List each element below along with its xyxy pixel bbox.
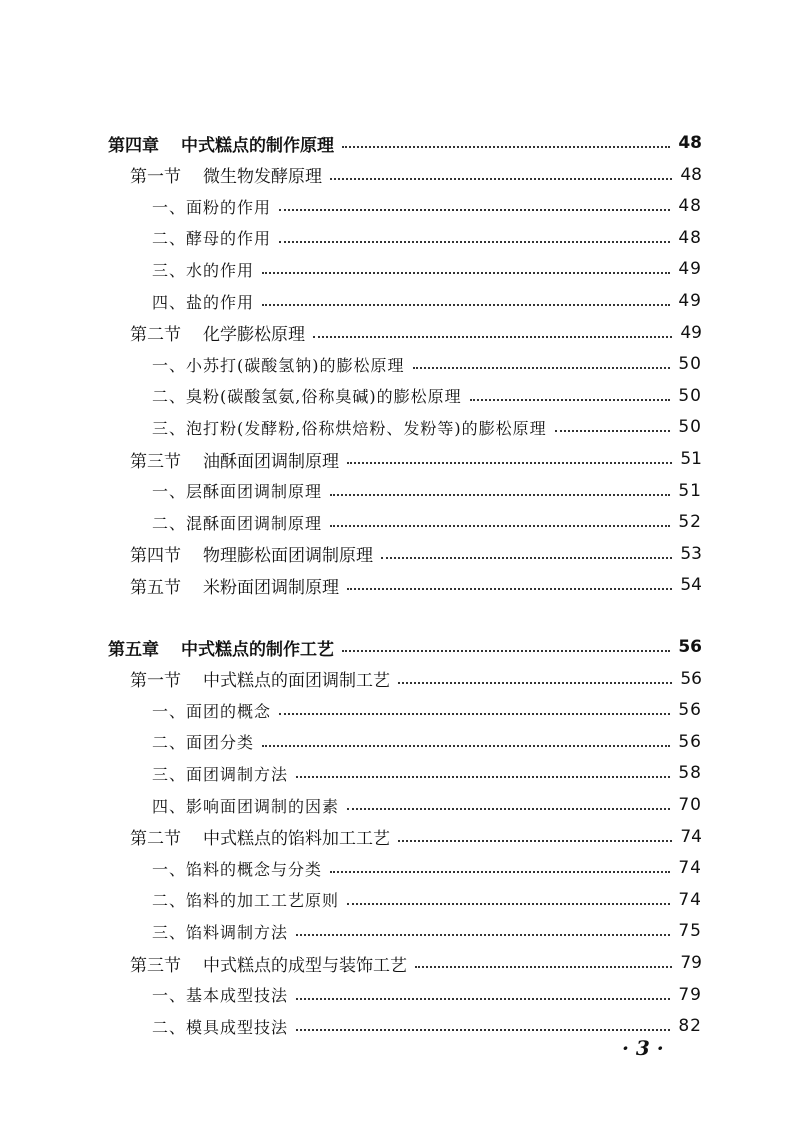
toc-page-number: 74 xyxy=(678,858,702,879)
toc-page-number: 48 xyxy=(678,227,702,248)
dot-leader xyxy=(279,209,670,211)
toc-item xyxy=(152,884,702,916)
toc-page-number: 48 xyxy=(678,196,702,217)
toc-page-number: 51 xyxy=(678,480,702,501)
dot-leader xyxy=(470,399,671,401)
dot-leader xyxy=(262,272,670,274)
toc-section xyxy=(130,663,702,695)
toc-entry-label xyxy=(130,541,373,566)
toc-section xyxy=(130,569,702,601)
toc-section xyxy=(130,821,702,853)
dot-leader xyxy=(279,241,670,243)
toc-entry-number: 第四章 xyxy=(108,135,159,156)
dot-leader xyxy=(279,713,670,715)
toc-entry-number: 第一节 xyxy=(130,671,181,692)
toc-entry-title: 二、馅料的加工工艺原则 xyxy=(152,891,340,911)
toc-page-number: 49 xyxy=(680,322,702,343)
toc-page-number: 50 xyxy=(678,385,702,406)
toc-page-number: 56 xyxy=(678,637,702,657)
toc-item xyxy=(152,222,702,254)
dot-leader xyxy=(398,840,672,842)
toc-item xyxy=(152,789,702,821)
dot-leader xyxy=(347,903,670,905)
toc-entry-number: 第二节 xyxy=(130,829,181,850)
toc-entry-number: 第四节 xyxy=(130,546,181,567)
toc-entry-title: 一、小苏打(碳酸氢钠)的膨松原理 xyxy=(152,355,405,375)
toc-entry-title: 微生物发酵原理 xyxy=(203,167,322,188)
toc-entry-label xyxy=(130,666,390,691)
dot-leader xyxy=(347,588,672,590)
toc-item xyxy=(152,348,702,380)
toc-entry-label xyxy=(152,416,547,439)
toc-entry-title: 一、馅料的概念与分类 xyxy=(152,859,323,879)
toc-entry-number: 第三节 xyxy=(130,451,181,472)
dot-leader xyxy=(381,557,672,559)
toc-entry-title: 一、面粉的作用 xyxy=(152,197,272,217)
toc-entry-title: 物理膨松面团调制原理 xyxy=(203,546,373,567)
toc-entry-title: 中式糕点的馅料加工工艺 xyxy=(203,829,390,850)
toc-entry-label xyxy=(152,699,271,722)
toc-entry-label xyxy=(152,384,462,407)
toc-entry-title: 米粉面团调制原理 xyxy=(203,577,339,598)
toc-entry-number: 第五章 xyxy=(108,639,159,660)
toc-entry-title: 二、臭粉(碳酸氢氨,俗称臭碱)的膨松原理 xyxy=(152,387,462,407)
toc-item xyxy=(152,1010,702,1042)
toc-entry-label xyxy=(130,951,407,976)
toc-page-number: 82 xyxy=(678,1016,702,1037)
toc-section xyxy=(130,317,702,349)
dot-leader xyxy=(296,998,670,1000)
toc-entry-title: 二、酵母的作用 xyxy=(152,229,272,249)
toc-entry-label xyxy=(130,573,339,598)
toc-entry-number: 第一节 xyxy=(130,167,181,188)
toc-entry-number: 第三节 xyxy=(130,955,181,976)
toc-entry-title: 三、水的作用 xyxy=(152,260,255,280)
dot-leader xyxy=(313,336,672,338)
toc-entry-number: 第二节 xyxy=(130,325,181,346)
toc-entry-label xyxy=(152,195,271,218)
dot-leader xyxy=(347,808,670,810)
page-number: · 3 · xyxy=(622,1036,664,1060)
toc-page-number: 58 xyxy=(678,763,702,784)
toc-item xyxy=(152,475,702,507)
toc-page-number: 56 xyxy=(680,668,702,689)
toc-page-number: 79 xyxy=(678,984,702,1005)
toc-entry-title: 中式糕点的成型与装饰工艺 xyxy=(203,955,407,976)
dot-leader xyxy=(330,494,670,496)
toc-item xyxy=(152,694,702,726)
toc-item xyxy=(152,979,702,1011)
toc-item xyxy=(152,726,702,758)
toc-page-number: 49 xyxy=(678,291,702,311)
toc-entry-title: 四、影响面团调制的因素 xyxy=(152,796,340,816)
toc-section xyxy=(130,443,702,475)
toc-entry-title: 化学膨松原理 xyxy=(203,325,305,346)
toc-page-number: 74 xyxy=(678,889,702,910)
toc-section xyxy=(130,947,702,979)
toc-entry-title: 二、面团分类 xyxy=(152,733,255,753)
dot-leader xyxy=(342,650,670,652)
toc-chapter xyxy=(108,631,702,663)
toc-entry-title: 一、面团的概念 xyxy=(152,701,272,721)
dot-leader xyxy=(296,934,670,936)
toc-entry-title: 二、混酥面团调制原理 xyxy=(152,513,323,533)
toc-page-number: 56 xyxy=(678,731,702,752)
toc-entry-title: 三、面团调制方法 xyxy=(152,764,289,784)
toc-page-number: 54 xyxy=(680,575,702,596)
toc-entry-title: 中式糕点的面团调制工艺 xyxy=(203,671,390,692)
toc-entry-label xyxy=(152,762,288,785)
toc-page-number: 51 xyxy=(680,449,702,469)
toc-entry-title: 油酥面团调制原理 xyxy=(203,451,339,472)
dot-leader xyxy=(347,462,672,464)
dot-leader xyxy=(330,871,670,873)
toc-entry-label xyxy=(152,258,254,281)
toc-entry-title: 中式糕点的制作原理 xyxy=(181,135,334,156)
toc-entry-label xyxy=(152,920,288,943)
toc-item xyxy=(152,757,702,789)
toc-entry-label xyxy=(130,162,322,187)
dot-leader xyxy=(330,525,670,527)
toc-page-number: 50 xyxy=(678,354,702,375)
toc-item xyxy=(152,915,702,947)
toc-entry-title: 四、盐的作用 xyxy=(152,292,255,312)
toc-page-number: 56 xyxy=(678,700,702,721)
toc-page-number: 75 xyxy=(678,921,702,942)
toc-item xyxy=(152,285,702,317)
toc-entry-label xyxy=(152,226,271,249)
toc-entry-title: 三、馅料调制方法 xyxy=(152,922,289,942)
dot-leader xyxy=(342,146,670,148)
toc-entry-label xyxy=(130,320,305,345)
toc-page-number: 48 xyxy=(678,133,702,153)
toc-entry-title: 三、泡打粉(发酵粉,俗称烘焙粉、发粉等)的膨松原理 xyxy=(152,418,547,438)
toc-entry-title: 中式糕点的制作工艺 xyxy=(181,639,334,660)
toc-entry-label xyxy=(130,447,339,472)
toc-entry-label xyxy=(152,794,339,817)
toc-page-number: 49 xyxy=(678,259,702,280)
toc-entry-title: 一、层酥面团调制原理 xyxy=(152,482,323,502)
toc-page-number: 70 xyxy=(678,795,702,815)
toc-entry-label xyxy=(152,353,405,376)
dot-leader xyxy=(398,682,672,684)
toc-page-number: 74 xyxy=(680,826,702,847)
toc-entry-label xyxy=(152,479,322,502)
toc-item xyxy=(152,380,702,412)
toc-page-number: 48 xyxy=(680,164,702,185)
toc-entry-number: 第五节 xyxy=(130,577,181,598)
toc-entry-label xyxy=(152,511,322,534)
toc-entry-label xyxy=(152,888,339,911)
toc-item xyxy=(152,852,702,884)
toc-entry-label xyxy=(130,824,390,849)
toc-entry-label xyxy=(152,290,254,313)
toc-entry-label xyxy=(108,635,334,660)
toc-page-number: 52 xyxy=(678,512,702,533)
toc-page-number: 50 xyxy=(678,417,702,438)
dot-leader xyxy=(413,367,671,369)
dot-leader xyxy=(555,430,671,432)
toc-item xyxy=(152,506,702,538)
toc-chapter xyxy=(108,127,702,159)
dot-leader xyxy=(262,745,670,747)
dot-leader xyxy=(415,966,672,968)
toc-item xyxy=(152,253,702,285)
toc-page-number: 79 xyxy=(680,953,702,973)
toc-section xyxy=(130,538,702,570)
dot-leader xyxy=(296,1029,670,1031)
toc-page-number: 53 xyxy=(680,543,702,564)
toc-entry-label xyxy=(152,1015,288,1038)
toc-item xyxy=(152,190,702,222)
toc-entry-label xyxy=(152,730,254,753)
toc-entry-label xyxy=(108,131,334,156)
toc-item xyxy=(152,411,702,443)
dot-leader xyxy=(262,304,670,306)
toc-entry-title: 一、基本成型技法 xyxy=(152,986,289,1006)
toc-entry-label xyxy=(152,983,288,1006)
dot-leader xyxy=(296,776,670,778)
dot-leader xyxy=(330,178,672,180)
toc-section xyxy=(130,159,702,191)
toc-entry-label xyxy=(152,857,322,880)
toc-entry-title: 二、模具成型技法 xyxy=(152,1017,289,1037)
